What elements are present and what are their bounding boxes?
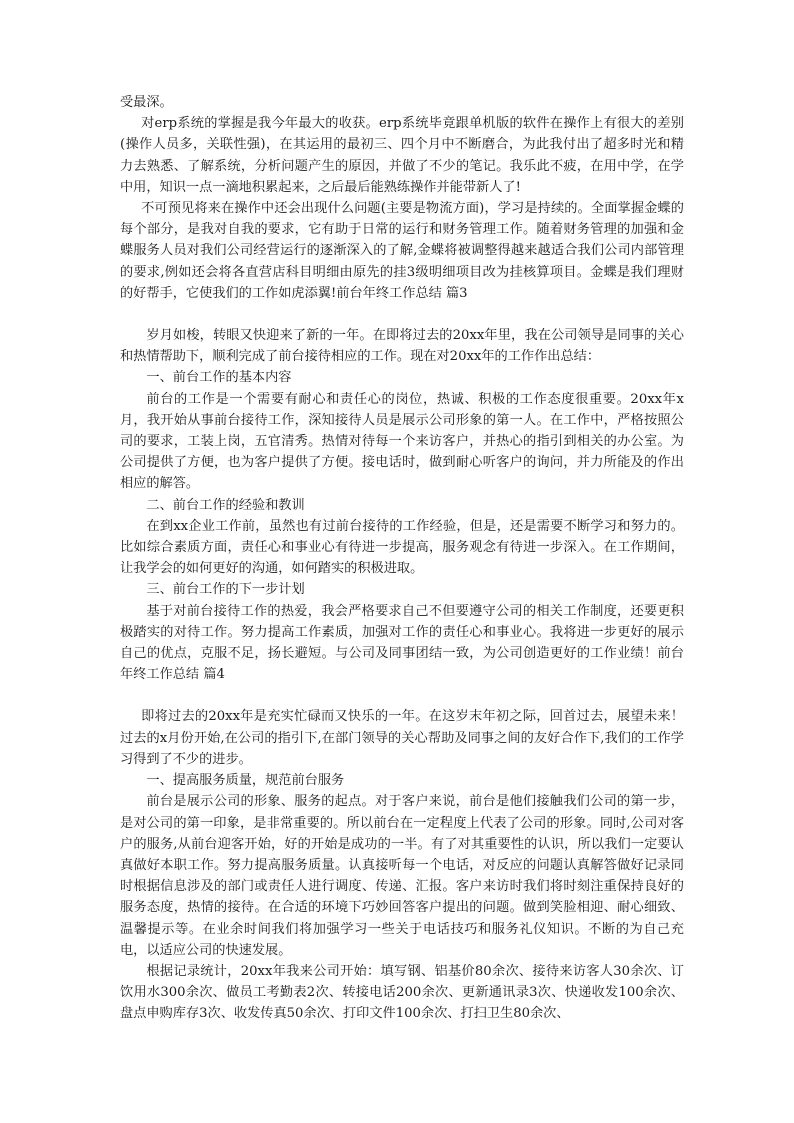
- paragraph-next-plan: 基于对前台接待工作的热爱，我会严格要求自己不但要遵守公司的相关工作制度，还要更积极踏实的对待工作。努力提高工作素质，加强对工作的责任心和事业心。我将进一步更好的展示自己的优点，克服不足，扬长避短。与公司及同事团结一致，为公司创造更好的工作业绩！前台年终工作总结 篇4: [120, 603, 684, 683]
- paragraph-service-quality: 前台是展示公司的形象、服务的起点。对于客户来说，前台是他们接触我们公司的第一步，是对公司的第一印象，是非常重要的。所以前台在一定程度上代表了公司的形象。同时,公司对客户的服务,从前台迎客开始，好的开始是成功的一半。有了对其重要性的认识，所以我们一定要认真做好本职工作。努力提高服务质量。认真接听每一个电话，对反应的问题认真解答做好记录同时根据信息涉及的部门或责任人进行调度、传递、汇报。客户来访时我们将时刻注重保持良好的服务态度，热情的接待。在合适的环境下巧妙回答客户提出的问题。做到笑脸相迎、耐心细致、温馨提示等。在业余时间我们将加强学习一些关于电话技巧和服务礼仪知识。不断的为自己充电，以适应公司的快速发展。: [120, 794, 684, 958]
- section-gap: [120, 304, 684, 325]
- section-heading-4: 一、提高服务质量，规范前台服务: [146, 773, 345, 789]
- paragraph-intro-4: 即将过去的20xx年是充实忙碌而又快乐的一年。在这岁末年初之际，回首过去，展望未来！过去的x月份开始,在公司的指引下,在部门领导的关心帮助及同事之间的友好合作下,我们的工作学习得到了不少的进步。: [120, 709, 684, 767]
- paragraph-erp: 对erp系统的掌握是我今年最大的收获。erp系统毕竟跟单机版的软件在操作上有很大的差别(操作人员多，关联性强)，在其运用的最初三、四个月中不断磨合，为此我付出了超多时光和精力去熟悉、了解系统，分析问题产生的原因，并做了不少的笔记。我乐此不疲，在用中学，在学中用，知识一点一滴地积累起来，之后最后能熟练操作并能带新人了!: [120, 116, 684, 195]
- paragraph-experience: 在到xx企业工作前，虽然也有过前台接待的工作经验，但是，还是需要不断学习和努力的。比如综合素质方面，责任心和事业心有待进一步提高，服务观念有待进一步深入。在工作期间，让我学会的如何更好的沟通，如何踏实的积极进取。: [120, 518, 684, 577]
- section-heading-3: 三、前台工作的下一步计划: [146, 582, 305, 598]
- document-page: [120, 92, 684, 1025]
- paragraph-basic-content: 前台的工作是一个需要有耐心和责任心的岗位，热诚、积极的工作态度很重要。20xx年x月，我开始从事前台接待工作，深知接待人员是展示公司形象的第一人。在工作中，严格按照公司的要求，工装上岗，五官清秀。热情对待每一个来访客户，并热心的指引到相关的办公室。为公司提供了方便，也为客户提供了方便。接电话时，做到耐心听客户的询问，并力所能及的作出相应的解答。: [120, 391, 684, 492]
- paragraph-statistics: 根据记录统计，20xx年我来公司开始：填写钢、铝基价80余次、接待来访客人30余次、订饮用水300余次、做员工考勤表2次、转接电话200余次、更新通讯录3次、快递收发100余次、盘点申购库存3次、收发传真50余次、打印文件100余次、打扫卫生80余次、: [120, 963, 684, 1022]
- paragraph-intro-3: 岁月如梭，转眼又快迎来了新的一年。在即将过去的20xx年里，我在公司领导是同事的关心和热情帮助下，顺利完成了前台接待相应的工作。现在对20xx年的工作作出总结：: [120, 328, 684, 365]
- paragraph-continued: 受最深。: [120, 95, 173, 110]
- paragraph-kingdee: 不可预见将来在操作中还会出现什么问题(主要是物流方面)，学习是持续的。全面掌握金蝶的每个部分，是我对自我的要求，它有助于日常的运行和财务管理工作。随着财务管理的加强和金蝶服务人员对我们公司经营运行的逐渐深入的了解,金蝶将被调整得越来越适合我们公司内部管理的要求,例如还会将各直营店科目明细由原先的挂3级明细项目改为挂核算项目。金蝶是我们理财的好帮手，它使我们的工作如虎添翼!前台年终工作总结 篇3: [120, 201, 684, 301]
- section-gap: [120, 685, 684, 706]
- section-heading-2: 二、前台工作的经验和教训: [146, 497, 305, 513]
- section-heading-1: 一、前台工作的基本内容: [146, 370, 292, 386]
